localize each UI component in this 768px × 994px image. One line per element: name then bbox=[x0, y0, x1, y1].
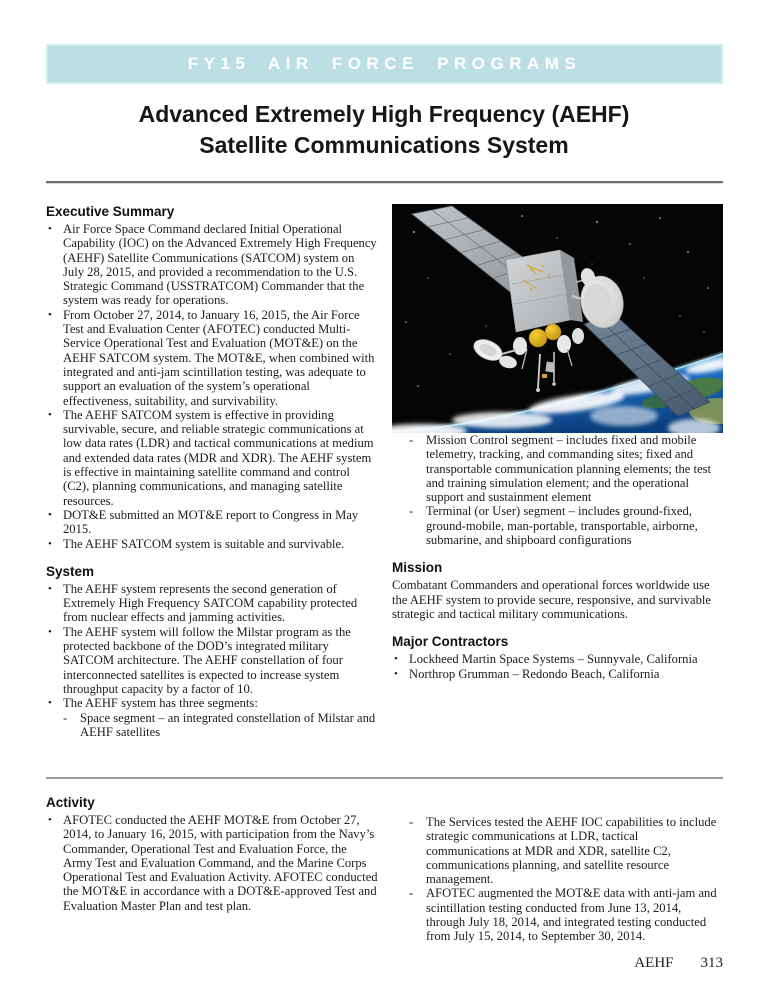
system-list bbox=[46, 582, 378, 711]
dash-marker: - bbox=[409, 433, 414, 447]
activity-left-column bbox=[46, 795, 378, 944]
list-item bbox=[46, 625, 378, 696]
exec-bullet-2: From October 27, 2014, to January 16, 2015, the Air Force Test and Evaluation Center (AFOTEC) conducted Multi-Service Operational Test and Evaluation (MOT&E) on the AEHF SATCOM system. The MOT&E, when combined with integrated and anti-jam scintillation testing, was adequate to support an evaluation of the system’s operational effectiveness, suitability, and survivability. bbox=[63, 307, 375, 408]
list-item bbox=[408, 886, 723, 943]
list-item bbox=[46, 813, 378, 913]
horizontal-rule-top bbox=[46, 181, 723, 184]
activity-dash-1: The Services tested the AEHF IOC capabilities to include strategic communications at LDR, tactical communications at MDR and XDR, satellite C2, communications planning, and satellite resource management. bbox=[426, 815, 717, 887]
bullet-marker: • bbox=[48, 697, 52, 710]
bullet-marker: • bbox=[48, 625, 52, 638]
list-item bbox=[46, 582, 378, 625]
activity-dash-list bbox=[392, 815, 723, 944]
list-item bbox=[392, 652, 723, 666]
list-item bbox=[46, 537, 378, 551]
footer-page-number: 313 bbox=[700, 955, 723, 971]
exec-bullet-5: The AEHF SATCOM system is suitable and survivable. bbox=[63, 536, 345, 551]
main-columns bbox=[46, 204, 723, 739]
major-contractors-heading: Major Contractors bbox=[392, 634, 509, 650]
dash-marker: - bbox=[63, 710, 68, 725]
bullet-marker: • bbox=[394, 653, 398, 666]
activity-dash-2: AFOTEC augmented the MOT&E data with anti-jam and scintillation testing conducted from June 13, 2014, through July 18, 2014, and integrated testing conducted from July 15, 2014, to September 30, 2014. bbox=[426, 886, 717, 944]
dash-marker: - bbox=[409, 886, 414, 901]
program-year-band bbox=[46, 44, 723, 84]
activity-list bbox=[46, 813, 378, 913]
aehf-satellite-image bbox=[392, 204, 723, 433]
activity-right-column bbox=[392, 795, 723, 944]
horizontal-rule-activity bbox=[46, 777, 723, 779]
footer-program-name: AEHF bbox=[634, 955, 674, 971]
space-segment-item: Space segment – an integrated constellation of Milstar and AEHF satellites bbox=[80, 710, 376, 739]
system-bullet-2: The AEHF system will follow the Milstar program as the protected backbone of the DOD’s integrated military SATCOM architecture. The AEHF constellation of four interconnected satellites is expected to increase system throughput capacity by a factor of 10. bbox=[63, 624, 351, 696]
page-title bbox=[0, 99, 768, 161]
band-title: FY15 AIR FORCE PROGRAMS bbox=[187, 54, 582, 73]
bullet-marker: • bbox=[48, 223, 52, 235]
major-contractors-list bbox=[392, 652, 723, 681]
dash-marker: - bbox=[409, 504, 414, 519]
activity-bullet-1: AFOTEC conducted the AEHF MOT&E from October 27, 2014, to January 16, 2015, with participation from the Navy’s Commander, Operational Test and Evaluation Force, the Army Test and Evaluation Command, and the Marine Corps Operational Test and Evaluation Activity. AFOTEC conducted the MOT&E in accordance with a DOT&E-approved Test and Evaluation Master Plan and test plan. bbox=[63, 813, 378, 913]
right-column bbox=[392, 204, 723, 739]
list-item bbox=[408, 504, 723, 547]
executive-summary-list bbox=[46, 222, 378, 551]
system-segment-sublist bbox=[46, 711, 378, 740]
list-item bbox=[46, 508, 378, 537]
bullet-marker: • bbox=[394, 667, 398, 680]
system-bullet-1: The AEHF system represents the second generation of Extremely High Frequency SATCOM capability protected from nuclear effects and jamming activities. bbox=[63, 581, 358, 625]
page-footer bbox=[634, 955, 723, 972]
left-column bbox=[46, 204, 378, 739]
contractor-northrop: Northrop Grumman – Redondo Beach, California bbox=[409, 666, 660, 681]
bullet-marker: • bbox=[48, 408, 52, 421]
list-item bbox=[46, 696, 378, 710]
exec-bullet-1: Air Force Space Command declared Initial Operational Capability (IOC) on the Advanced Extremely High Frequency (AEHF) Satellite Communications (SATCOM) system on July 28, 2015, and provided a recommendation to the U.S. Strategic Command (USSTRATCOM) Commander that the system was ready for operations. bbox=[63, 222, 377, 308]
list-item bbox=[62, 711, 378, 740]
segments-continued-list bbox=[392, 433, 723, 547]
activity-heading: Activity bbox=[46, 795, 95, 810]
system-heading: System bbox=[46, 563, 95, 579]
exec-bullet-3: The AEHF SATCOM system is effective in providing survivable, secure, and reliable strategic communications at low data rates (LDR) and tactical communications at medium and extended data rates (MDR and XDR). The AEHF system is effective in maintaining satellite command and control (C2), planning communications, and managing satellite resources. bbox=[63, 407, 374, 508]
system-bullet-3: The AEHF system has three segments: bbox=[63, 696, 258, 711]
executive-summary-heading: Executive Summary bbox=[46, 204, 175, 219]
mission-text: Combatant Commanders and operational forces worldwide use the AEHF system to provide secure, responsive, and survivable strategic and tactical military communications. bbox=[392, 578, 711, 621]
mission-heading: Mission bbox=[392, 560, 443, 576]
list-item bbox=[392, 667, 723, 681]
satellite-body bbox=[506, 250, 583, 332]
contractor-lockheed: Lockheed Martin Space Systems – Sunnyvale, California bbox=[409, 652, 698, 667]
bullet-marker: • bbox=[48, 508, 52, 521]
page-title-line1: Advanced Extremely High Frequency (AEHF) bbox=[138, 101, 630, 127]
dash-marker: - bbox=[409, 815, 414, 829]
list-item bbox=[46, 308, 378, 408]
page-title-line2: Satellite Communications System bbox=[199, 132, 569, 158]
bullet-marker: • bbox=[48, 308, 52, 321]
bullet-marker: • bbox=[48, 814, 52, 826]
list-item bbox=[408, 815, 723, 886]
exec-bullet-4: DOT&E submitted an MOT&E report to Congress in May 2015. bbox=[63, 507, 359, 537]
mission-control-segment-item: Mission Control segment – includes fixed and mobile telemetry, tracking, and commanding sites; fixed and transportable communication planning elements; the test and training simulation element; and the operational support and sustainment element bbox=[426, 433, 712, 505]
list-item bbox=[46, 222, 378, 308]
list-item bbox=[408, 433, 723, 504]
list-item bbox=[46, 408, 378, 508]
bullet-marker: • bbox=[48, 537, 52, 550]
bullet-marker: • bbox=[48, 582, 52, 595]
activity-section bbox=[46, 795, 723, 944]
terminal-segment-item: Terminal (or User) segment – includes ground-fixed, ground-mobile, man-portable, transportable, airborne, submarine, and shipboard configurations bbox=[426, 504, 698, 548]
